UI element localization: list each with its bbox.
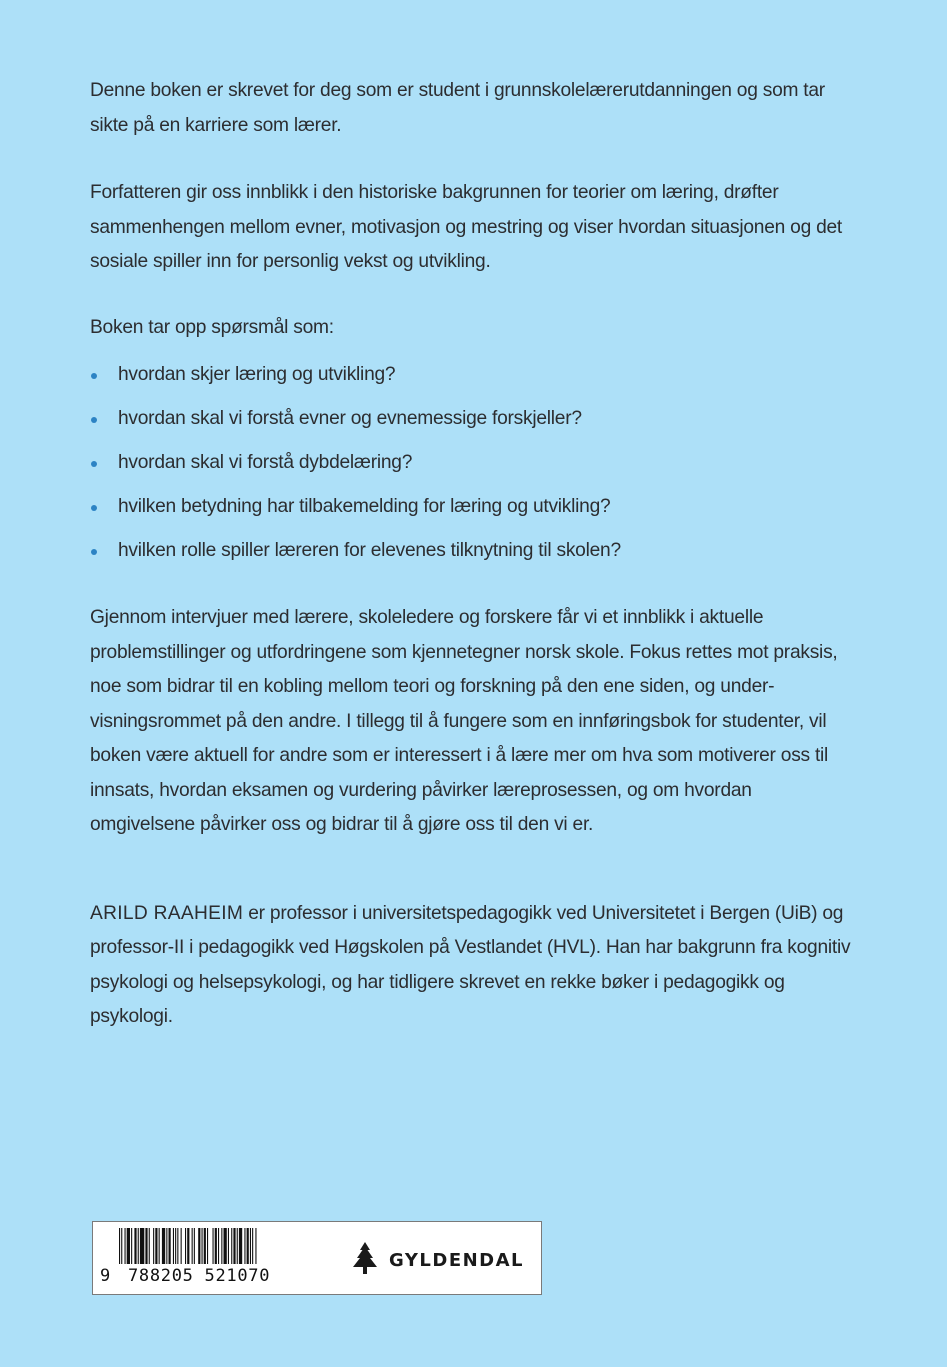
barcode-panel xyxy=(92,1221,542,1295)
question-item: hvilken betydning har tilbakemelding for læring og utvikling? xyxy=(90,485,860,529)
publisher-name: GYLDENDAL xyxy=(389,1249,525,1271)
back-cover-text xyxy=(90,74,860,1035)
isbn-lead-digit: 9 xyxy=(100,1266,111,1286)
barcode xyxy=(101,1228,341,1268)
questions-lead: Boken tar opp spørsmål som: xyxy=(90,316,334,338)
question-item: hvilken rolle spiller læreren for elevenes tilknytning til skolen? xyxy=(90,529,860,573)
intro-paragraph: Denne boken er skrevet for deg som er student i grunnskolelærerutdanningen og som tar sikte på en karriere som lærer. xyxy=(90,80,825,136)
question-item: hvordan skal vi forstå dybdelæring? xyxy=(90,441,860,485)
overview-paragraph: Forfatteren gir oss innblikk i den historiske bakgrunnen for teorier om læring, drøfter sammenhengen mellom evner, motivasjon og mestring og viser hvordan situasjonen og det sosiale spiller inn for personlig vekst og utvikling. xyxy=(90,182,843,272)
author-bio-text: er professor i universitetspedagogikk ved Universitetet i Bergen (UiB) og professor-II i pedagogikk ved Høgskolen på Vestlandet (HVL). Han har bakgrunn fra kognitiv psykologi og helsepsykologi, og har tidligere skrevet en rekke bøker i pedagogikk og psykologi. xyxy=(90,902,851,1027)
questions-list xyxy=(90,353,860,573)
tree-icon xyxy=(349,1240,381,1280)
author-name: ARILD RAAHEIM xyxy=(90,902,244,924)
question-item: hvordan skjer læring og utvikling? xyxy=(90,353,860,397)
publisher-logo xyxy=(349,1240,524,1280)
question-item: hvordan skal vi forstå evner og evnemessige forskjeller? xyxy=(90,397,860,441)
isbn-digits: 788205 521070 xyxy=(128,1266,271,1286)
interviews-paragraph: Gjennom intervjuer med lærere, skoleledere og forskere får vi et innblikk i aktuelle problemstillinger og utfordringene som kjennetegner norsk skole. Fokus rettes mot praksis, noe som bidrar til en kobling mellom teori og forskning på den ene siden, og undervisningsrommet på den andre. I tillegg til å fungere som en innføringsbok for studenter, vil boken være aktuell for andre som er interessert i å lære mer om hva som motiverer oss til innsats, hvordan eksamen og vurdering påvirker læreprosessen, og om hvordan omgivelsene påvirker oss og bidrar til å gjøre oss til den vi er. xyxy=(90,607,838,835)
author-bio xyxy=(90,897,860,1035)
